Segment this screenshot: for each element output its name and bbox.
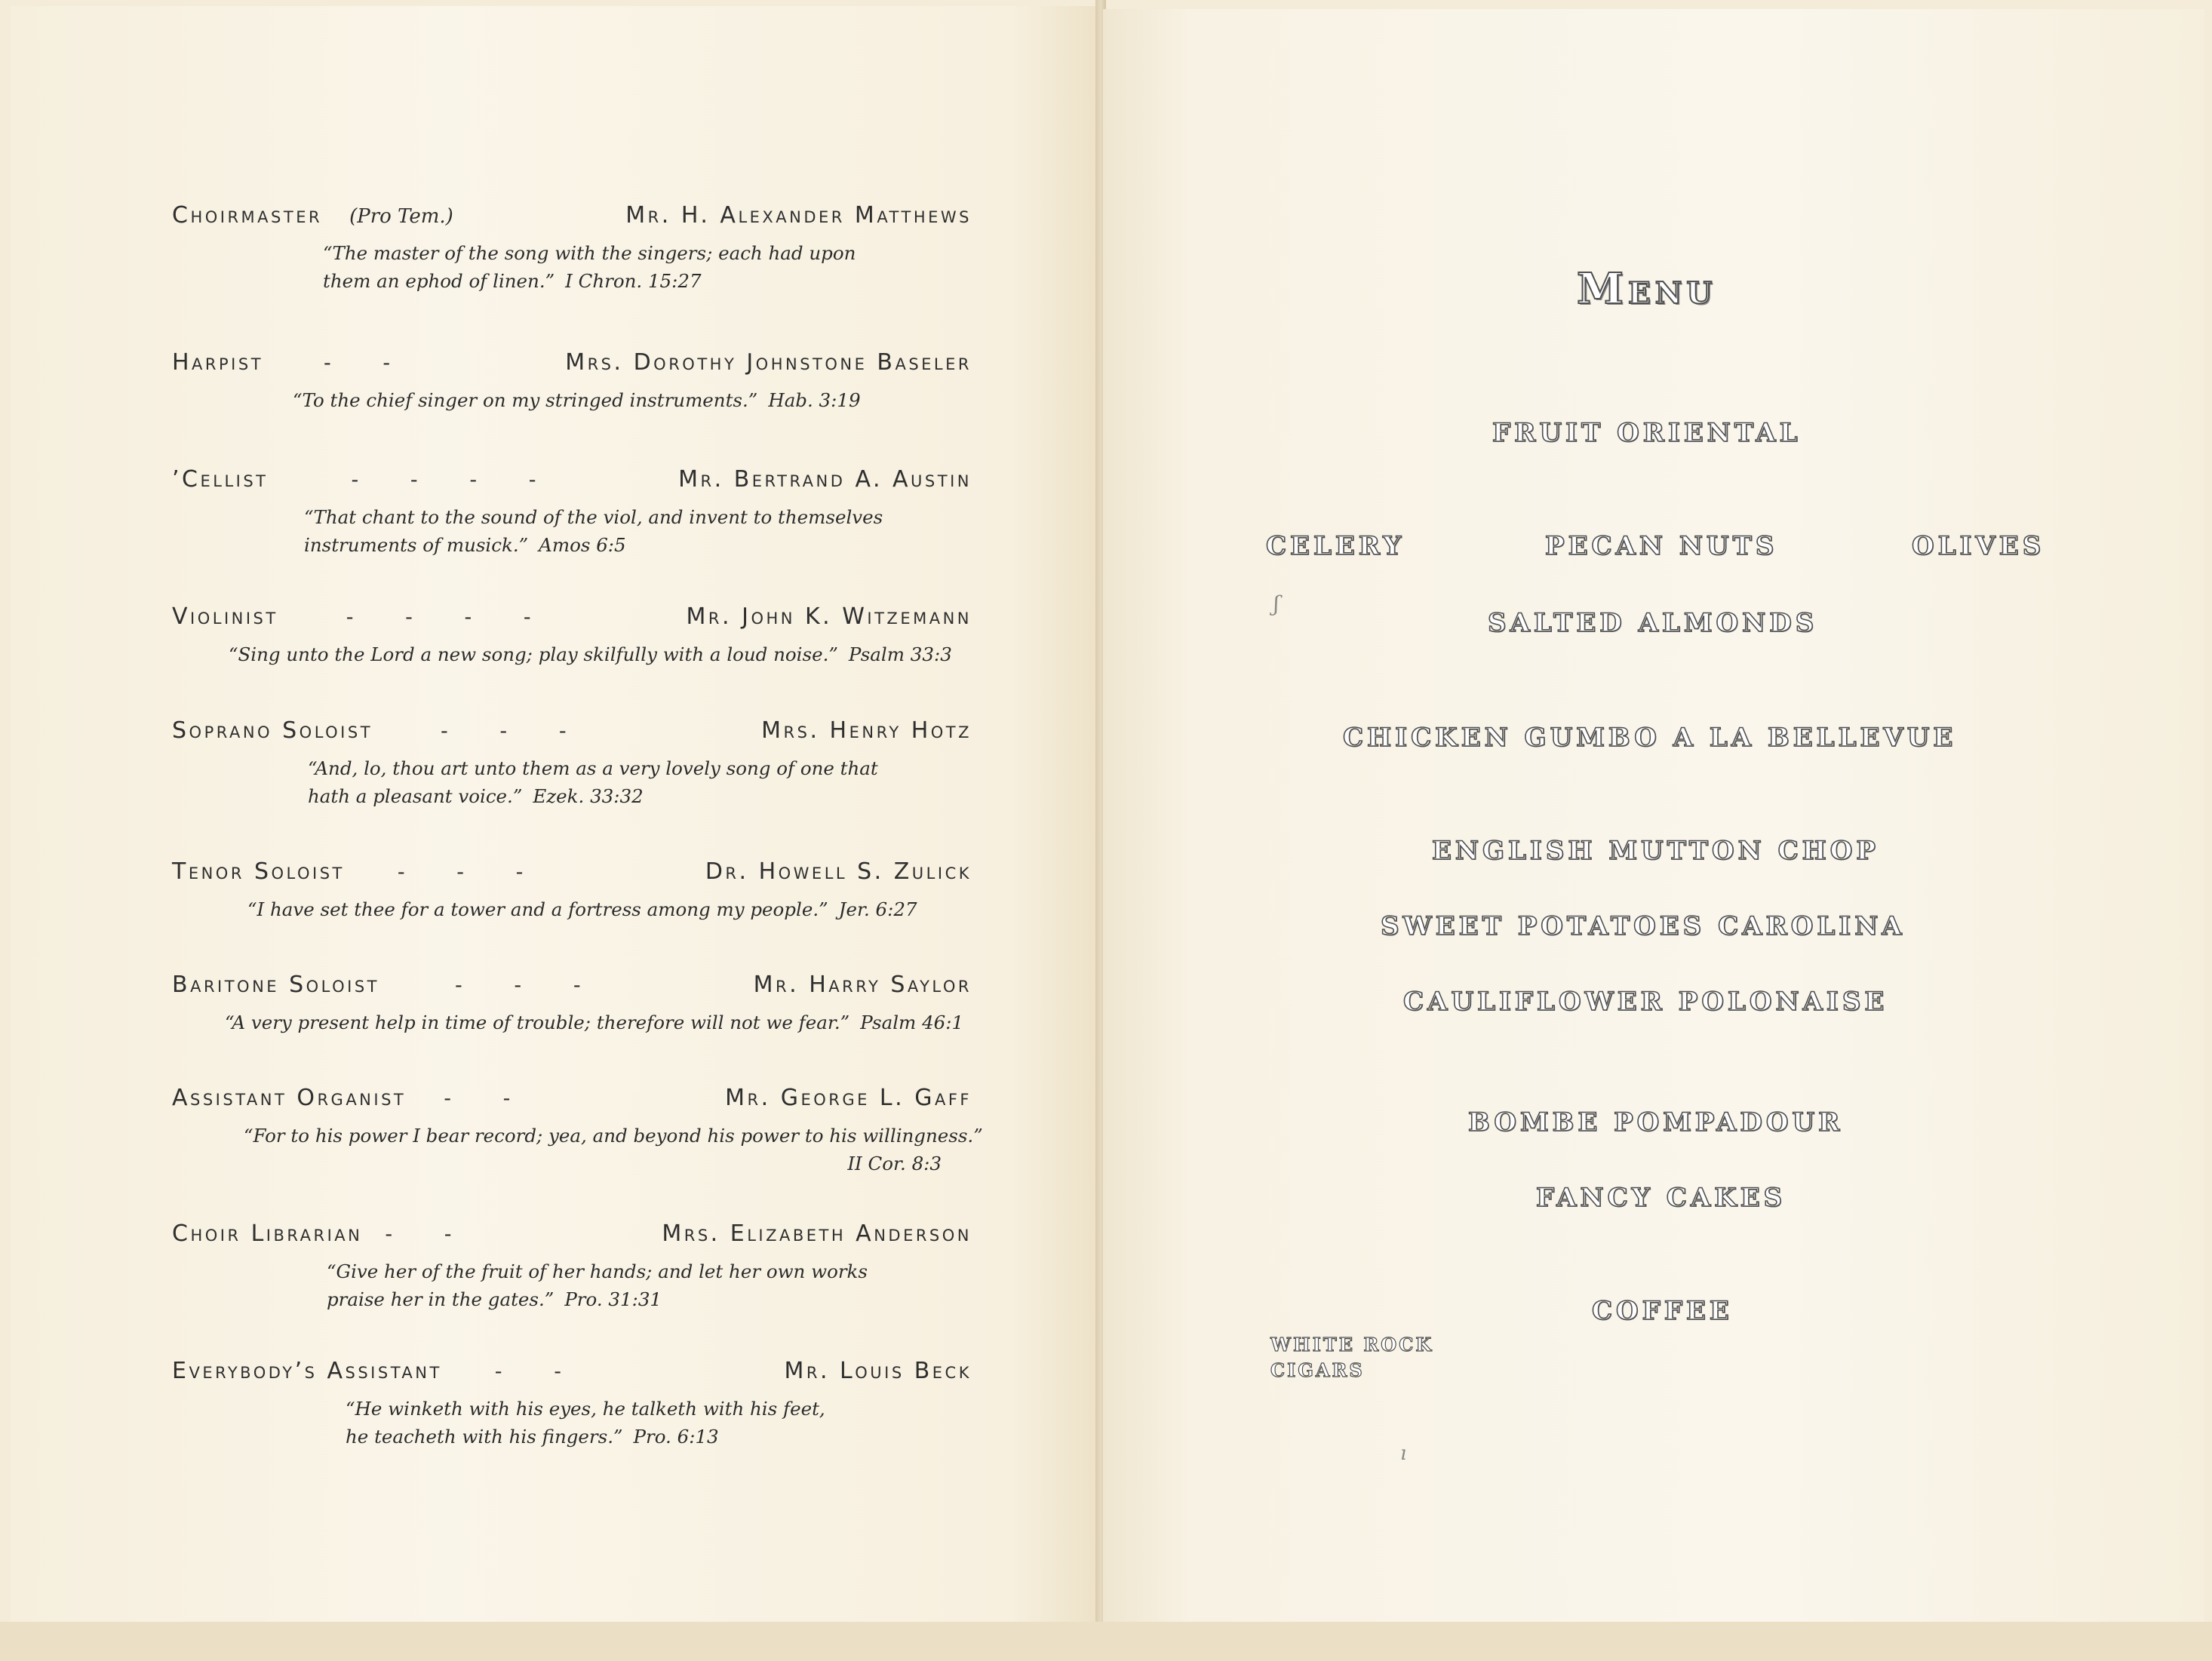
role-line — [172, 717, 972, 744]
scripture-quote: “I have set thee for a tower and a fortress among my people.” Jer. 6:27 — [247, 898, 917, 920]
menu-title: Menu — [1577, 264, 1717, 314]
scripture-quote: “The master of the song with the singers; each had upon them an ephod of linen.” I Chron. 15:27 — [323, 242, 856, 292]
leader-dashes: - - - — [441, 720, 567, 743]
leader-dashes: - - — [324, 352, 391, 375]
program-entry — [172, 858, 972, 923]
scripture-quote: “A very present help in time of trouble; therefore will not we fear.” Psalm 46:1 — [225, 1012, 964, 1033]
role-line — [172, 1220, 972, 1247]
scripture-reference: Pro. 31:31 — [564, 1288, 662, 1310]
program-entry — [172, 717, 972, 810]
member-name: Mr. Harry Saylor — [753, 972, 972, 998]
program-entry — [172, 202, 972, 295]
scripture-quote: “For to his power I bear record; yea, and beyond his power to his willingness.” II Cor. 8:3 — [172, 1122, 972, 1177]
role-title: Harpist — [172, 349, 264, 376]
role-title: Choirmaster — [172, 202, 323, 229]
scripture-reference: II Cor. 8:3 — [847, 1153, 942, 1174]
program-entry — [172, 1085, 983, 1177]
role-line — [172, 466, 972, 493]
scripture-reference: Ezek. 33:32 — [533, 785, 644, 807]
menu-item-gumbo: CHICKEN GUMBO A LA BELLEVUE — [1343, 723, 1957, 753]
role-line — [172, 972, 972, 998]
ink-speck: ı — [1400, 1442, 1407, 1465]
menu-item-celery: CELERY — [1266, 531, 1406, 561]
scripture-quote: “Give her of the fruit of her hands; and let her own works praise her in the gates.” Pro. 31:31 — [327, 1260, 868, 1310]
member-name: Mr. Louis Beck — [784, 1358, 972, 1384]
member-name: Dr. Howell S. Zulick — [705, 858, 972, 885]
menu-item-coffee: COFFEE — [1592, 1296, 1733, 1326]
member-name: Mrs. Dorothy Johnstone Baseler — [565, 349, 972, 376]
scripture-reference: Hab. 3:19 — [768, 389, 861, 411]
menu-item-fancy-cakes: FANCY CAKES — [1536, 1183, 1786, 1213]
role-title: Choir Librarian — [172, 1220, 363, 1247]
member-name: Mr. Bertrand A. Austin — [678, 466, 972, 493]
ink-speck: ʃ — [1273, 591, 1280, 616]
program-entry — [172, 603, 972, 668]
role-line — [172, 349, 972, 376]
leader-dashes: - - — [444, 1087, 511, 1110]
pro-tem-note: (Pro Tem.) — [349, 205, 453, 228]
menu-item-cigars: CIGARS — [1270, 1359, 1365, 1381]
role-line — [172, 202, 972, 229]
scripture-reference: Psalm 46:1 — [860, 1012, 964, 1033]
scripture-quote: “He winketh with his eyes, he talketh with his feet, he teacheth with his fingers.” Pro. 6:13 — [346, 1398, 825, 1448]
scripture-reference: Pro. 6:13 — [633, 1426, 719, 1448]
scripture-reference: Amos 6:5 — [539, 534, 626, 556]
leader-dashes: - - — [494, 1360, 561, 1383]
menu-item-cauliflower: CAULIFLOWER POLONAISE — [1403, 987, 1888, 1017]
member-name: Mr. H. Alexander Matthews — [625, 202, 972, 229]
program-entry — [172, 1358, 972, 1451]
menu-item-olives: OLIVES — [1912, 531, 2045, 561]
menu-item-mutton: ENGLISH MUTTON CHOP — [1432, 836, 1879, 866]
menu-item-pecan-nuts: PECAN NUTS — [1545, 531, 1778, 561]
scripture-quote: “And, lo, thou art unto them as a very lovely song of one that hath a pleasant voice.” Ezek. 33:32 — [308, 757, 878, 807]
leader-dashes: - - — [385, 1223, 452, 1246]
role-title: ’Cellist — [172, 466, 269, 493]
scripture-quote: “To the chief singer on my stringed instruments.” Hab. 3:19 — [293, 389, 861, 411]
role-line — [172, 603, 972, 630]
menu-page — [1103, 9, 2204, 1652]
program-entry — [172, 972, 972, 1036]
scripture-quote: “That chant to the sound of the viol, and invent to themselves instruments of musick.” Amos 6:5 — [304, 506, 883, 556]
member-name: Mrs. Elizabeth Anderson — [662, 1220, 972, 1247]
leader-dashes: - - - - — [346, 606, 531, 629]
menu-item-potatoes: SWEET POTATOES CAROLINA — [1381, 911, 1906, 941]
role-line — [172, 1358, 972, 1384]
scripture-quote: “Sing unto the Lord a new song; play skilfully with a loud noise.” Psalm 33:3 — [229, 643, 952, 665]
member-name: Mrs. Henry Hotz — [761, 717, 972, 744]
scripture-reference: Jer. 6:27 — [838, 898, 917, 920]
leader-dashes: - - - - — [351, 468, 536, 492]
menu-item-almonds: SALTED ALMONDS — [1488, 608, 1818, 638]
menu-item-bombe: BOMBE POMPADOUR — [1468, 1107, 1844, 1138]
leader-dashes: - - - — [455, 974, 581, 997]
program-entry — [172, 1220, 972, 1313]
program-entry — [172, 349, 972, 414]
scripture-reference: I Chron. 15:27 — [565, 270, 702, 292]
role-title: Baritone Soloist — [172, 972, 380, 998]
role-line — [172, 858, 972, 885]
role-line — [172, 1085, 972, 1111]
menu-item-fruit: FRUIT ORIENTAL — [1492, 418, 1802, 448]
role-title: Violinist — [172, 603, 278, 630]
member-name: Mr. George L. Gaff — [725, 1085, 972, 1111]
role-title: Soprano Soloist — [172, 717, 373, 744]
leader-dashes: - - - — [397, 861, 524, 884]
program-entry — [172, 466, 972, 559]
role-title: Tenor Soloist — [172, 858, 345, 885]
scripture-reference: Psalm 33:3 — [848, 643, 952, 665]
role-title: Everybody’s Assistant — [172, 1358, 442, 1384]
menu-item-white-rock: WHITE ROCK — [1270, 1334, 1434, 1356]
role-title: Assistant Organist — [172, 1085, 407, 1111]
member-name: Mr. John K. Witzemann — [686, 603, 972, 630]
